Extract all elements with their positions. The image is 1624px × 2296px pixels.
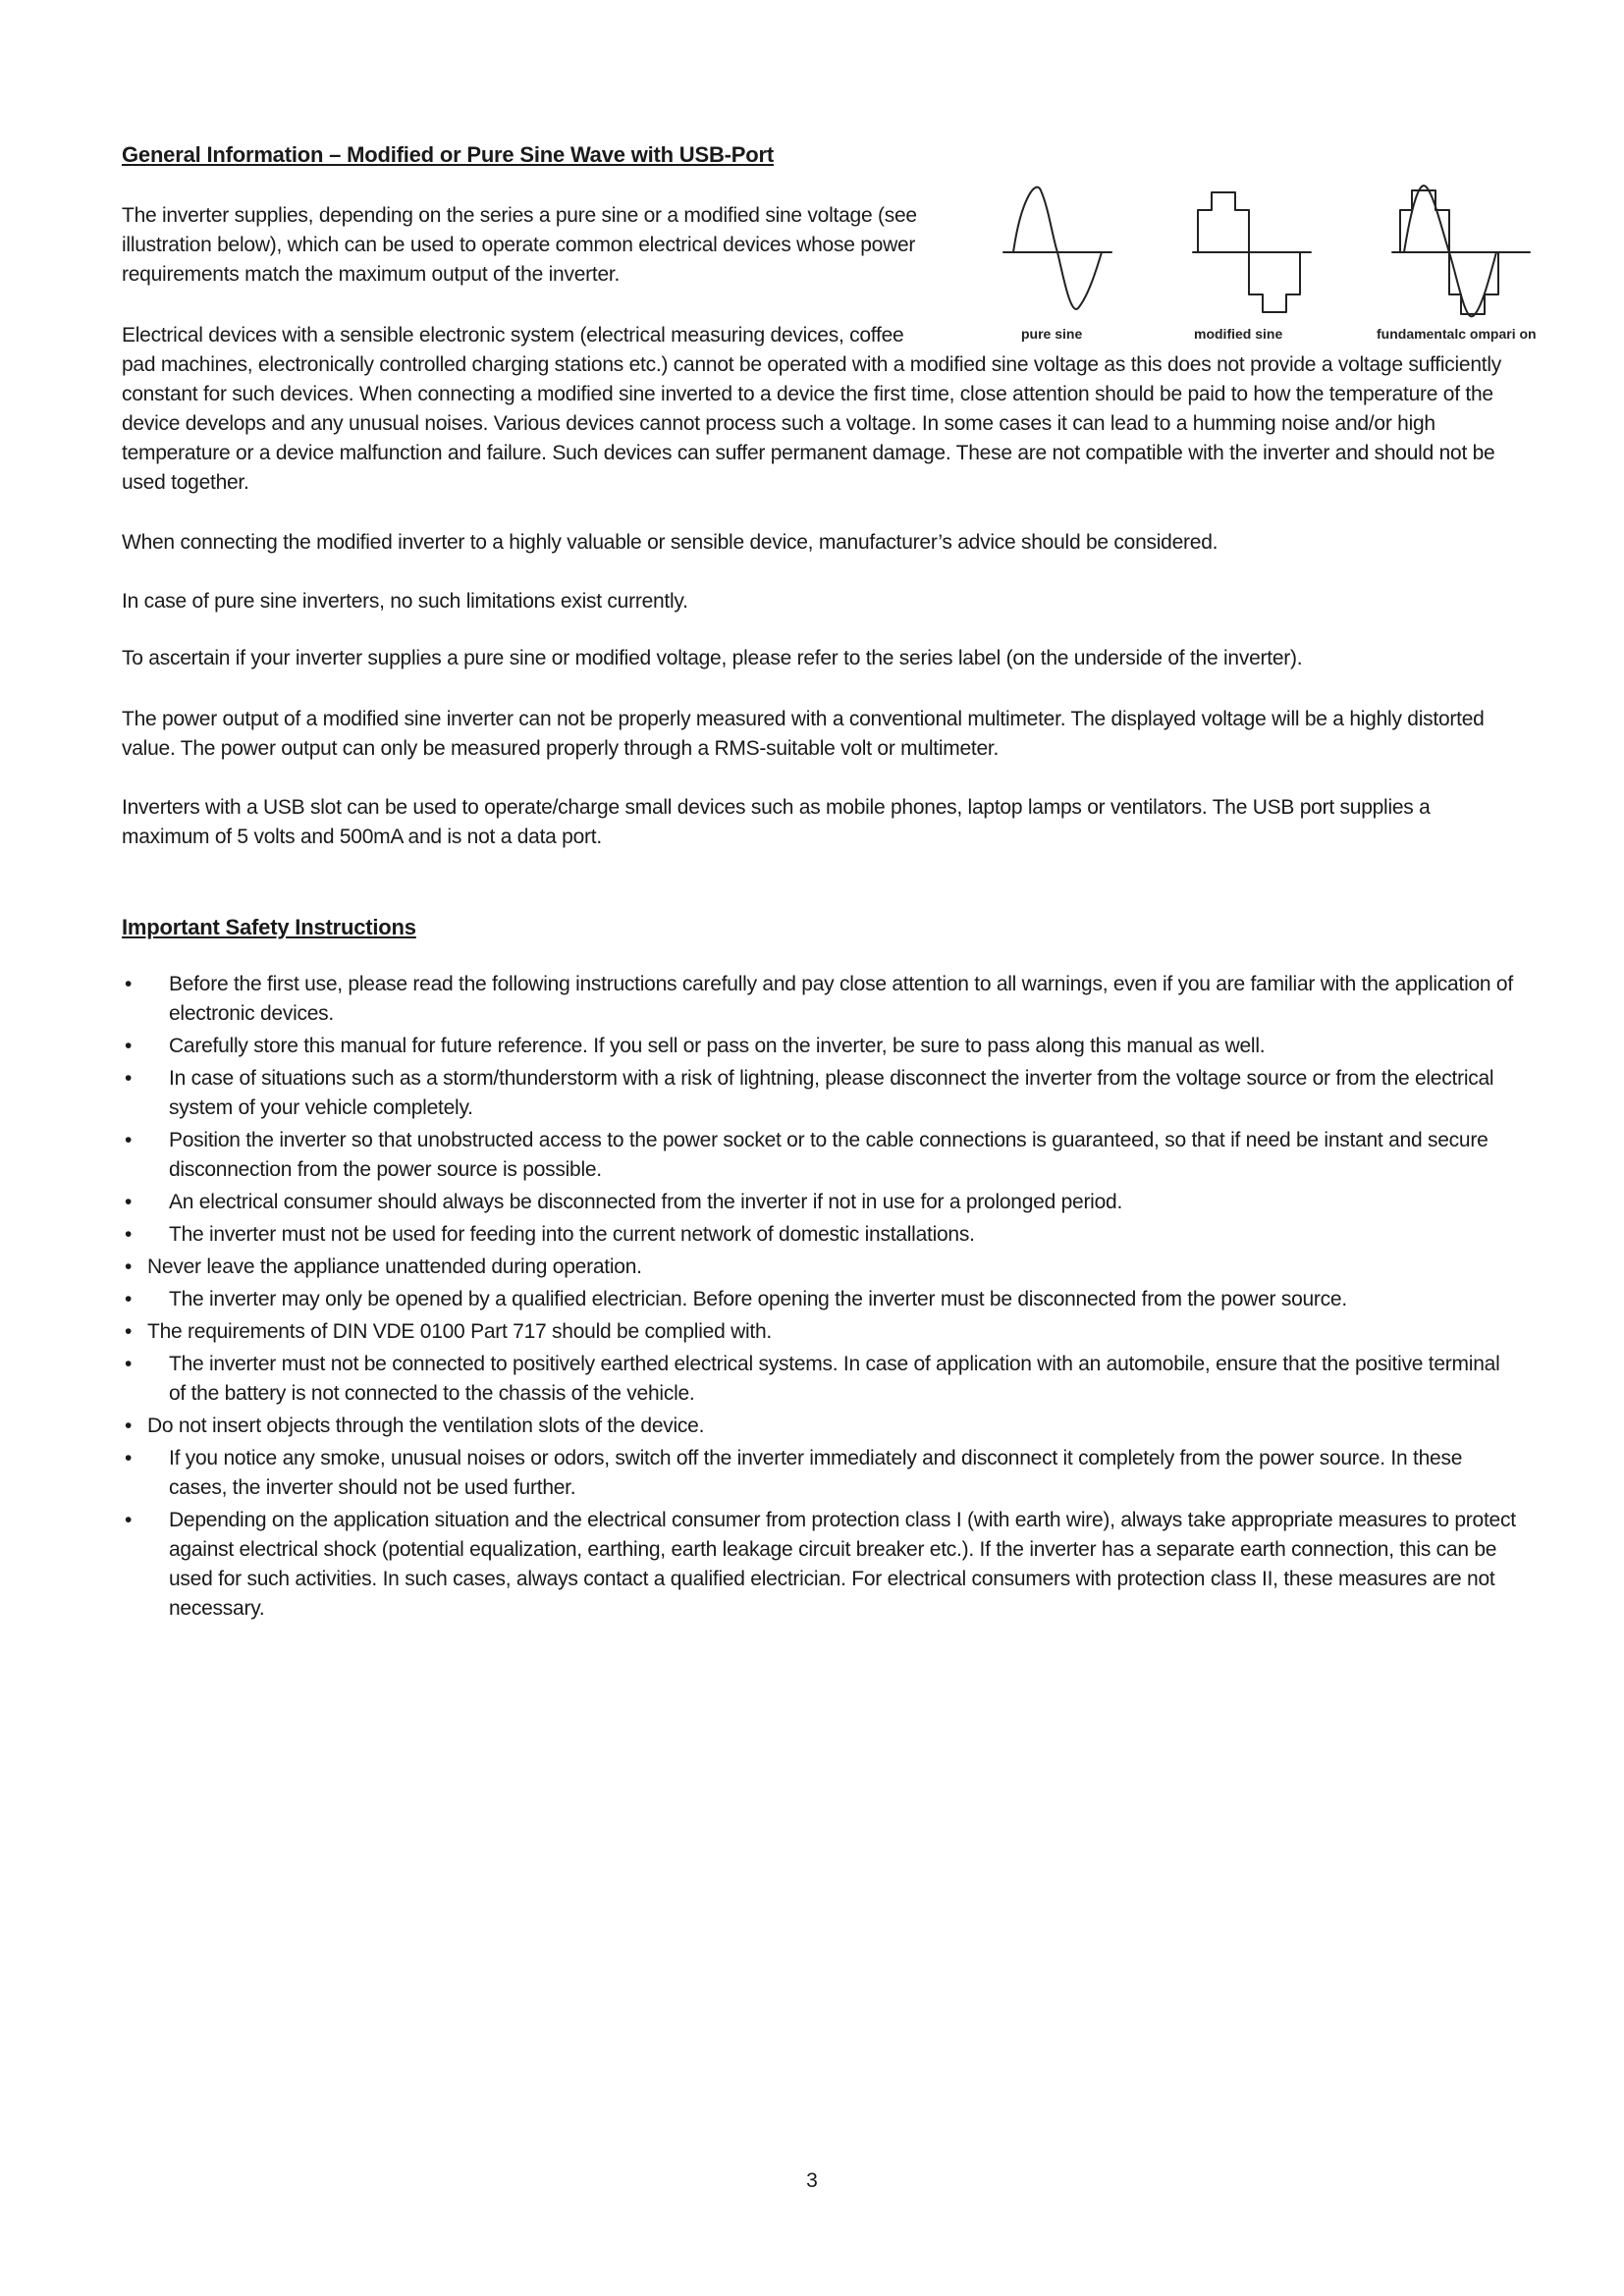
bullet-icon: • xyxy=(125,1191,133,1213)
bullet-icon: • xyxy=(125,1447,133,1469)
bullet-icon: • xyxy=(125,1067,133,1090)
list-item: • Depending on the application situation and the electrical consumer from protection class I (with earth wire), always take appropriate measures to protect against electrical shock (potential equalization, earthing, earth leakage circuit breaker etc.). If the inverter has a separate earth connection, this can be used for such activities. In such cases, always contact a qualified electrician. For electrical consumers with protection class II, these measures are not necessary. xyxy=(122,1506,1516,1624)
list-item: • In case of situations such as a storm/thunderstorm with a risk of lightning, please disconnect the inverter from the voltage source or from the electrical system of your vehicle completely. xyxy=(122,1064,1516,1123)
bullet-icon: • xyxy=(125,1415,133,1437)
bullet-icon: • xyxy=(125,1509,133,1531)
paragraph-usb-port: Inverters with a USB slot can be used to operate/charge small devices such as mobile phones, laptop lamps or ventilators. The USB port supplies a maximum of 5 volts and 500mA and is not a data port. xyxy=(122,796,1431,848)
paragraph-pure-sine-limitations: In case of pure sine inverters, no such limitations exist currently. xyxy=(122,590,688,613)
paragraph-manufacturer-advice: When connecting the modified inverter to a highly valuable or sensible device, manufacturer’s advice should be considered. xyxy=(122,531,1218,554)
caption-comparison: fundamentalc ompari on xyxy=(1377,326,1537,342)
bullet-icon: • xyxy=(125,1255,133,1278)
caption-pure-sine: pure sine xyxy=(1021,326,1083,342)
bullet-icon: • xyxy=(125,1353,133,1375)
list-item: • Do not insert objects through the ventilation slots of the device. xyxy=(122,1412,1516,1441)
general-information-heading: General Information – Modified or Pure Sine Wave with USB-Port xyxy=(122,142,774,167)
paragraph-series-label: To ascertain if your inverter supplies a pure sine or modified voltage, please refer to the series label (on the underside of the inverter). xyxy=(122,647,1303,669)
bullet-icon: • xyxy=(125,1223,133,1246)
bullet-icon: • xyxy=(125,973,133,995)
list-item: • The inverter must not be connected to positively earthed electrical systems. In case of application with an automobile, ensure that the positive terminal of the battery is not connected to the chassis of the vehicle. xyxy=(122,1350,1516,1409)
paragraph-power-measurement: The power output of a modified sine inverter can not be properly measured with a conventional multimeter. The displayed voltage will be a highly distorted value. The power output can only be measured properly through a RMS-suitable volt or multimeter. xyxy=(122,708,1485,760)
paragraph-sensitive-devices-start: Electrical devices with a sensible electronic system (electrical measuring devices, coffee xyxy=(122,324,904,347)
list-item: • The requirements of DIN VDE 0100 Part 717 should be complied with. xyxy=(122,1317,1516,1347)
list-item: • Carefully store this manual for future reference. If you sell or pass on the inverter, be sure to pass along this manual as well. xyxy=(122,1032,1516,1061)
bullet-icon: • xyxy=(125,1288,133,1310)
paragraph-sensitive-devices: pad machines, electronically controlled charging stations etc.) cannot be operated with a modified sine voltage as this does not provide a voltage sufficiently constant for such devices. When connecting a modified sine inverted to a device the first time, close attention should be paid to how the temperature of the device develops and any unusual noises. Various devices cannot process such a voltage. In some cases it can lead to a humming noise and/or high temperature or a device malfunction and failure. Such devices can suffer permanent damage. These are not compatible with the inverter and should not be used together. xyxy=(122,353,1502,494)
list-item: • An electrical consumer should always be disconnected from the inverter if not in use for a prolonged period. xyxy=(122,1188,1516,1217)
caption-modified-sine: modified sine xyxy=(1194,326,1283,342)
safety-instructions-list xyxy=(122,970,1516,1627)
modified-sine-wave xyxy=(1193,192,1311,312)
list-item: • Before the first use, please read the following instructions carefully and pay close attention to all warnings, even if you are familiar with the application of electronic devices. xyxy=(122,970,1516,1029)
list-item: • Position the inverter so that unobstructed access to the power socket or to the cable connections is guaranteed, so that if need be instant and secure disconnection from the power source is possible. xyxy=(122,1126,1516,1185)
bullet-icon: • xyxy=(125,1129,133,1151)
list-item: • Never leave the appliance unattended during operation. xyxy=(122,1253,1516,1282)
pure-sine-wave xyxy=(1003,187,1111,309)
list-item: • The inverter must not be used for feeding into the current network of domestic installations. xyxy=(122,1220,1516,1250)
comparison-wave xyxy=(1392,186,1530,316)
page-number: 3 xyxy=(806,2169,818,2192)
list-item: • If you notice any smoke, unusual noises or odors, switch off the inverter immediately and disconnect it completely from the power source. In these cases, the inverter should not be used further. xyxy=(122,1444,1516,1503)
safety-instructions-heading: Important Safety Instructions xyxy=(122,915,416,939)
bullet-icon: • xyxy=(125,1320,133,1343)
list-item: • The inverter may only be opened by a qualified electrician. Before opening the inverter must be disconnected from the power source. xyxy=(122,1285,1516,1314)
bullet-icon: • xyxy=(125,1035,133,1057)
intro-paragraph: The inverter supplies, depending on the series a pure sine or a modified sine voltage (see illustration below), which can be used to operate common electrical devices whose power requirements match the maximum output of the inverter. xyxy=(122,204,917,286)
waveform-illustration xyxy=(992,179,1581,346)
